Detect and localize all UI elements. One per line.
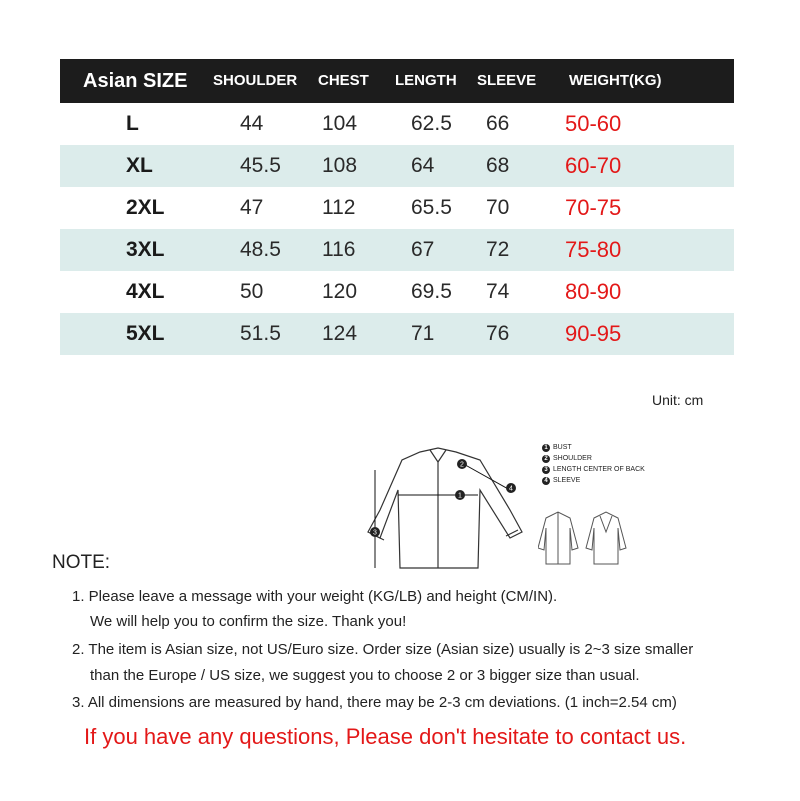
header-length: LENGTH xyxy=(395,72,457,89)
table-row xyxy=(60,145,734,187)
table-row xyxy=(60,103,734,145)
cell-weight: 80-90 xyxy=(565,279,622,304)
cell-sleeve: 72 xyxy=(486,238,510,261)
legend-label: BUST xyxy=(553,444,572,451)
cell-chest: 124 xyxy=(322,322,358,345)
note-line: We will help you to confirm the size. Thank you! xyxy=(90,613,407,630)
cell-shoulder: 48.5 xyxy=(240,238,281,261)
diagram-legend xyxy=(542,442,645,486)
note-line: 2. The item is Asian size, not US/Euro size. Order size (Asian size) usually is 2~3 size smaller xyxy=(72,641,694,658)
cell-chest: 112 xyxy=(322,196,356,219)
header-sleeve: SLEEVE xyxy=(477,72,537,89)
cell-chest: 116 xyxy=(322,238,356,261)
header-asian-size: Asian SIZE xyxy=(83,70,188,92)
legend-number: 1 xyxy=(542,444,550,452)
unit-label: Unit: cm xyxy=(652,392,704,408)
size-chart-header xyxy=(60,59,734,103)
legend-label: SHOULDER xyxy=(553,455,592,462)
cell-weight: 90-95 xyxy=(565,321,622,346)
note-line: 1. Please leave a message with your weight (KG/LB) and height (CM/IN). xyxy=(72,588,558,605)
cell-chest: 120 xyxy=(322,280,358,303)
cell-chest: 108 xyxy=(322,154,358,177)
cell-length: 64 xyxy=(411,154,435,177)
table-row xyxy=(60,313,734,355)
cell-weight: 70-75 xyxy=(565,195,622,220)
cell-weight: 60-70 xyxy=(565,153,622,178)
legend-item xyxy=(542,464,645,475)
legend-number: 3 xyxy=(542,466,550,474)
legend-item xyxy=(542,475,645,486)
note-title: NOTE: xyxy=(52,552,111,573)
size-chart-table xyxy=(60,59,734,355)
legend-label: SLEEVE xyxy=(553,477,581,484)
cell-sleeve: 66 xyxy=(486,112,510,135)
cell-length: 62.5 xyxy=(411,112,452,135)
cell-size: 3XL xyxy=(126,238,165,261)
legend-label: LENGTH CENTER OF BACK xyxy=(553,466,645,473)
svg-text:2: 2 xyxy=(460,461,464,469)
table-row xyxy=(60,187,734,229)
legend-item xyxy=(542,442,645,453)
cell-shoulder: 50 xyxy=(240,280,264,303)
jacket-thumbnails xyxy=(538,508,638,568)
note-line: 3. All dimensions are measured by hand, there may be 2-3 cm deviations. (1 inch=2.54 cm) xyxy=(72,694,677,711)
svg-text:4: 4 xyxy=(509,485,513,493)
svg-text:3: 3 xyxy=(373,529,377,537)
shirt-illustration xyxy=(360,440,540,575)
cell-size: L xyxy=(126,112,139,135)
header-chest: CHEST xyxy=(318,72,369,89)
legend-number: 4 xyxy=(542,477,550,485)
cell-sleeve: 70 xyxy=(486,196,510,219)
legend-number: 2 xyxy=(542,455,550,463)
cell-shoulder: 51.5 xyxy=(240,322,281,345)
cell-size: 4XL xyxy=(126,280,165,303)
cell-chest: 104 xyxy=(322,112,358,135)
cell-sleeve: 76 xyxy=(486,322,510,345)
cell-shoulder: 47 xyxy=(240,196,264,219)
cell-shoulder: 45.5 xyxy=(240,154,281,177)
note-line: than the Europe / US size, we suggest you to choose 2 or 3 bigger size than usual. xyxy=(90,667,640,684)
cell-size: 5XL xyxy=(126,322,165,345)
svg-text:1: 1 xyxy=(458,492,462,500)
cell-length: 65.5 xyxy=(411,196,452,219)
header-weight: WEIGHT(KG) xyxy=(569,72,662,89)
cell-size: 2XL xyxy=(126,196,165,219)
cell-sleeve: 74 xyxy=(486,280,510,303)
cell-weight: 50-60 xyxy=(565,111,622,136)
contact-message: If you have any questions, Please don't hesitate to contact us. xyxy=(84,724,687,749)
header-shoulder: SHOULDER xyxy=(213,72,298,89)
cell-shoulder: 44 xyxy=(240,112,264,135)
table-row xyxy=(60,271,734,313)
table-row xyxy=(60,229,734,271)
cell-length: 67 xyxy=(411,238,435,261)
cell-size: XL xyxy=(126,154,153,177)
cell-weight: 75-80 xyxy=(565,237,622,262)
cell-length: 69.5 xyxy=(411,280,452,303)
cell-length: 71 xyxy=(411,322,435,345)
cell-sleeve: 68 xyxy=(486,154,510,177)
legend-item xyxy=(542,453,645,464)
